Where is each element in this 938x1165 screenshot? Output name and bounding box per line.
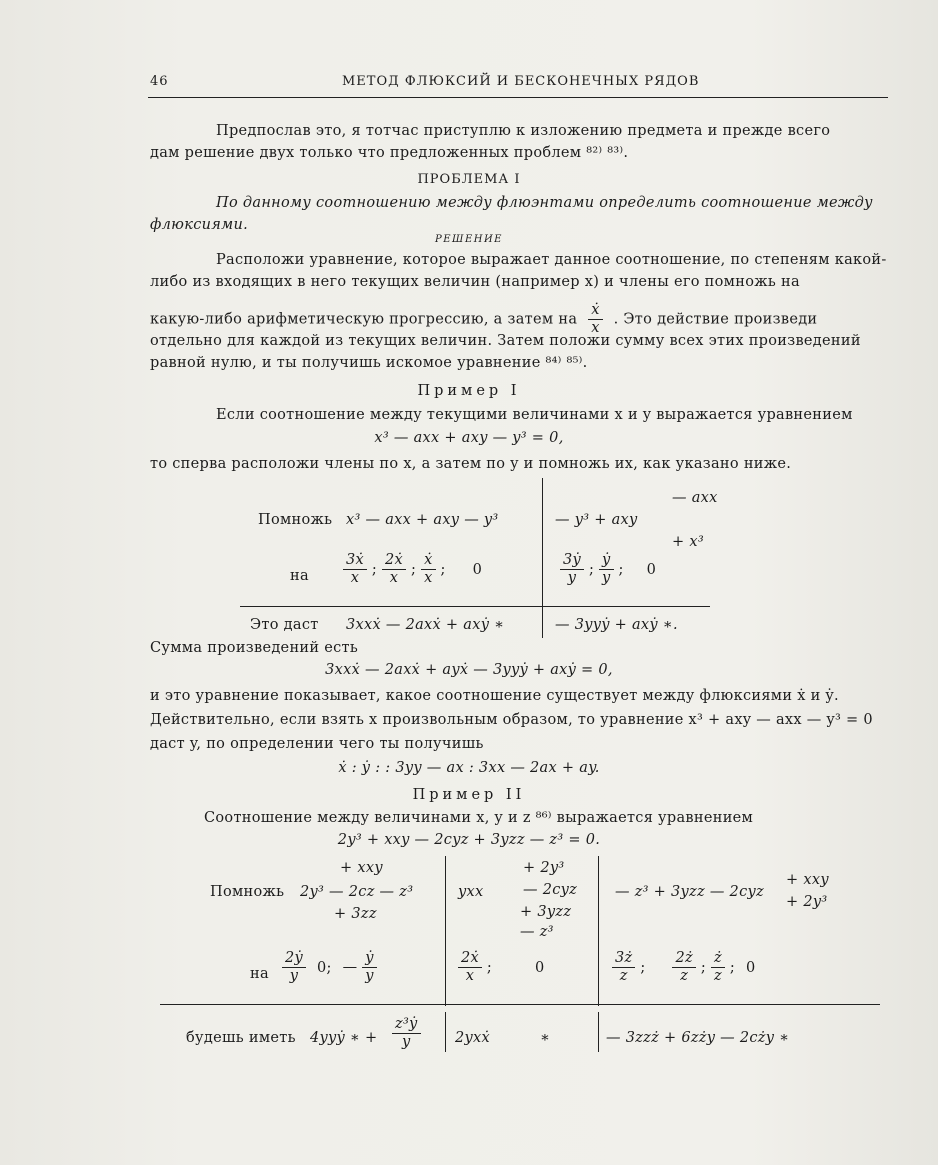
- solution-line-2: либо из входящих в него текущих величин (например x) и члены его помножь на: [150, 274, 800, 290]
- solution-line-3: [150, 302, 817, 337]
- fraction: $\frac{3ż}{z}$: [612, 950, 635, 985]
- fraction: $\frac{\text{3ẏ}}{y}$: [560, 552, 584, 587]
- fraction: $\frac{\text{z³ẏ}}{y}$: [392, 1016, 421, 1051]
- t2-col3-up: + xxy: [786, 872, 829, 888]
- table-1-vertical-rule: [542, 478, 543, 638]
- zero: 0;: [316, 959, 332, 976]
- intro-line-2: дам решение двух только что предложенных проблем ⁸²⁾ ⁸³⁾.: [150, 145, 629, 161]
- flux-ratio: ẋ : ẏ : : 3yy — ax : 3xx — 2ax + ay.: [338, 760, 600, 776]
- table-1-gives-label: Это даст: [250, 617, 319, 633]
- conclusion-line-2: Действительно, если взять x произвольным образом, то уравнение x³ + axy — axx — y³ = 0: [150, 712, 873, 728]
- t2-col2-fractions: $\frac{\text{2ẋ}}{x}$ ; 0: [458, 950, 545, 985]
- t2-col3-down: + 2y³: [786, 894, 828, 910]
- example-1-line-2: то сперва расположи члены по x, а затем по y и помножь их, как указано ниже.: [150, 456, 792, 472]
- conclusion-line-1: и это уравнение показывает, какое соотношение существует между флюксиями ẋ и ẏ.: [150, 688, 839, 704]
- example-1-heading: Пример I: [417, 383, 521, 399]
- t2-col1-bottom: + 3zz: [334, 906, 377, 922]
- t2-col3-fractions: $\frac{3ż}{z}$ ; $\frac{2ż}{z}$ ; $\frac{ż}{z}$ ; 0: [612, 950, 755, 985]
- example-2-heading: Пример II: [412, 787, 526, 803]
- table-1-gives-right: — 3yyẏ + axẏ ∗.: [555, 617, 678, 633]
- table-2-vertical-rule-2: [598, 856, 599, 1006]
- header-rule: [148, 97, 888, 98]
- t2-result-label: будешь иметь: [186, 1030, 296, 1046]
- t2-col2-result: 2yxẋ: [455, 1030, 490, 1046]
- sum-label: Сумма произведений есть: [150, 640, 359, 656]
- example-2-line-1: Соотношение между величинами x, y и z ⁸⁶⁾ выражается уравнением: [204, 810, 754, 826]
- table-1-right-top: — axx: [672, 490, 718, 506]
- table-1-gives-left: 3xxẋ — 2axẋ + axẏ ∗: [346, 617, 505, 633]
- fraction: $\frac{\text{ẏ}}{y}$: [599, 552, 614, 587]
- problem-statement-2: флюксиями.: [150, 217, 249, 233]
- table-1-horizontal-rule: [240, 606, 710, 607]
- t2-col2-line: — z³: [520, 924, 554, 940]
- fraction: $\frac{ż}{z}$: [711, 950, 725, 985]
- solution-line-1: Расположи уравнение, которое выражает данное соотношение, по степеням какой-: [216, 252, 887, 268]
- t2-col3-main: — z³ + 3yzz — 2cyz: [615, 884, 764, 900]
- table-1-left-expression: x³ — axx + axy — y³: [346, 512, 499, 528]
- sum-equation: 3xxẋ — 2axẋ + ayẋ — 3yyẏ + axẏ = 0,: [325, 662, 613, 678]
- solution-heading: РЕШЕНИЕ: [435, 234, 503, 245]
- t2-col1-result: 4yyẏ ∗ +: [310, 1030, 378, 1046]
- fraction: $\frac{\text{3ẋ}}{x}$: [343, 552, 367, 587]
- t2-col3-result: — 3zzż + 6zży — 2cży ∗: [606, 1030, 790, 1046]
- zero: 0: [745, 959, 756, 976]
- solution-line-3a: какую-либо арифметическую прогрессию, а затем на: [150, 311, 578, 328]
- table-1-on-label: на: [290, 568, 309, 584]
- table-2-horizontal-rule: [160, 1004, 880, 1005]
- t2-multiply-label: Помножь: [210, 884, 285, 900]
- table-1-multiply-label: Помножь: [258, 512, 333, 528]
- t2-col1-result-fraction: [392, 1016, 421, 1051]
- zero: 0: [535, 959, 545, 976]
- t2-col1-fractions: $\frac{\text{2ẏ}}{y}$ 0; — $\frac{\text{ẏ}}{y}$: [282, 950, 377, 985]
- example-1-line-1: Если соотношение между текущими величинами x и y выражается уравнением: [216, 407, 853, 423]
- t2-on-label: на: [250, 966, 269, 982]
- x-dot-over-x-fraction: $\frac{\text{ẋ}}{x}$: [588, 302, 602, 337]
- t2-col2-line: — 2cyz: [523, 882, 578, 898]
- fraction: $\frac{\text{ẋ}}{x}$: [421, 552, 435, 587]
- solution-line-3b: . Это действие произведи: [613, 311, 818, 328]
- t2-col2-star: ∗: [540, 1030, 551, 1046]
- t2-col2-line: + 2y³: [523, 860, 565, 876]
- solution-line-5: равной нулю, и ты получишь искомое уравнение ⁸⁴⁾ ⁸⁵⁾.: [150, 355, 588, 371]
- conclusion-line-3: даст y, по определении чего ты получишь: [150, 736, 484, 752]
- table-1-right-fractions: $\frac{\text{3ẏ}}{y}$ ; $\frac{\text{ẏ}}{y}$ ; 0: [560, 552, 656, 587]
- zero: 0: [472, 561, 483, 578]
- t2-col2-line: + 3yzz: [520, 904, 572, 920]
- intro-line-1: Предпослав это, я тотчас приступлю к изложению предмета и прежде всего: [216, 123, 831, 139]
- table-1-right-expression: — y³ + axy: [555, 512, 638, 528]
- example-2-equation: 2y³ + xxy — 2cyz + 3yzz — z³ = 0.: [337, 832, 601, 848]
- table-2-vertical-rule-1: [445, 856, 446, 1006]
- fraction: $\frac{\text{ẏ}}{y}$: [362, 950, 377, 985]
- running-title: МЕТОД ФЛЮКСИЙ И БЕСКОНЕЧНЫХ РЯДОВ: [342, 74, 700, 89]
- fraction: $\frac{\text{2ẋ}}{x}$: [382, 552, 406, 587]
- example-1-equation: x³ — axx + axy — y³ = 0,: [374, 430, 564, 446]
- table-2-vertical-rule-4: [598, 1012, 599, 1052]
- page-number: 46: [150, 74, 169, 89]
- fraction: $\frac{\text{2ẏ}}{y}$: [282, 950, 306, 985]
- problem-statement-1: По данному соотношению между флюэнтами определить соотношение между: [216, 195, 873, 211]
- table-1-right-bottom: + x³: [672, 534, 704, 550]
- solution-line-4: отдельно для каждой из текущих величин. Затем положи сумму всех этих произведений: [150, 333, 861, 349]
- fraction: $\frac{\text{2ẋ}}{x}$: [458, 950, 482, 985]
- t2-col1-main: 2y³ — 2cz — z³: [300, 884, 414, 900]
- problem-heading: ПРОБЛЕМА I: [417, 172, 521, 187]
- t2-col1-top: + xxy: [340, 860, 383, 876]
- table-2-vertical-rule-3: [445, 1012, 446, 1052]
- zero: 0: [646, 561, 657, 578]
- fraction: $\frac{2ż}{z}$: [672, 950, 695, 985]
- t2-col2-left: yxx: [458, 884, 484, 900]
- table-1-left-fractions: $\frac{\text{3ẋ}}{x}$ ; $\frac{\text{2ẋ}}{x}$ ; $\frac{\text{ẋ}}{x}$ ; 0: [343, 552, 482, 587]
